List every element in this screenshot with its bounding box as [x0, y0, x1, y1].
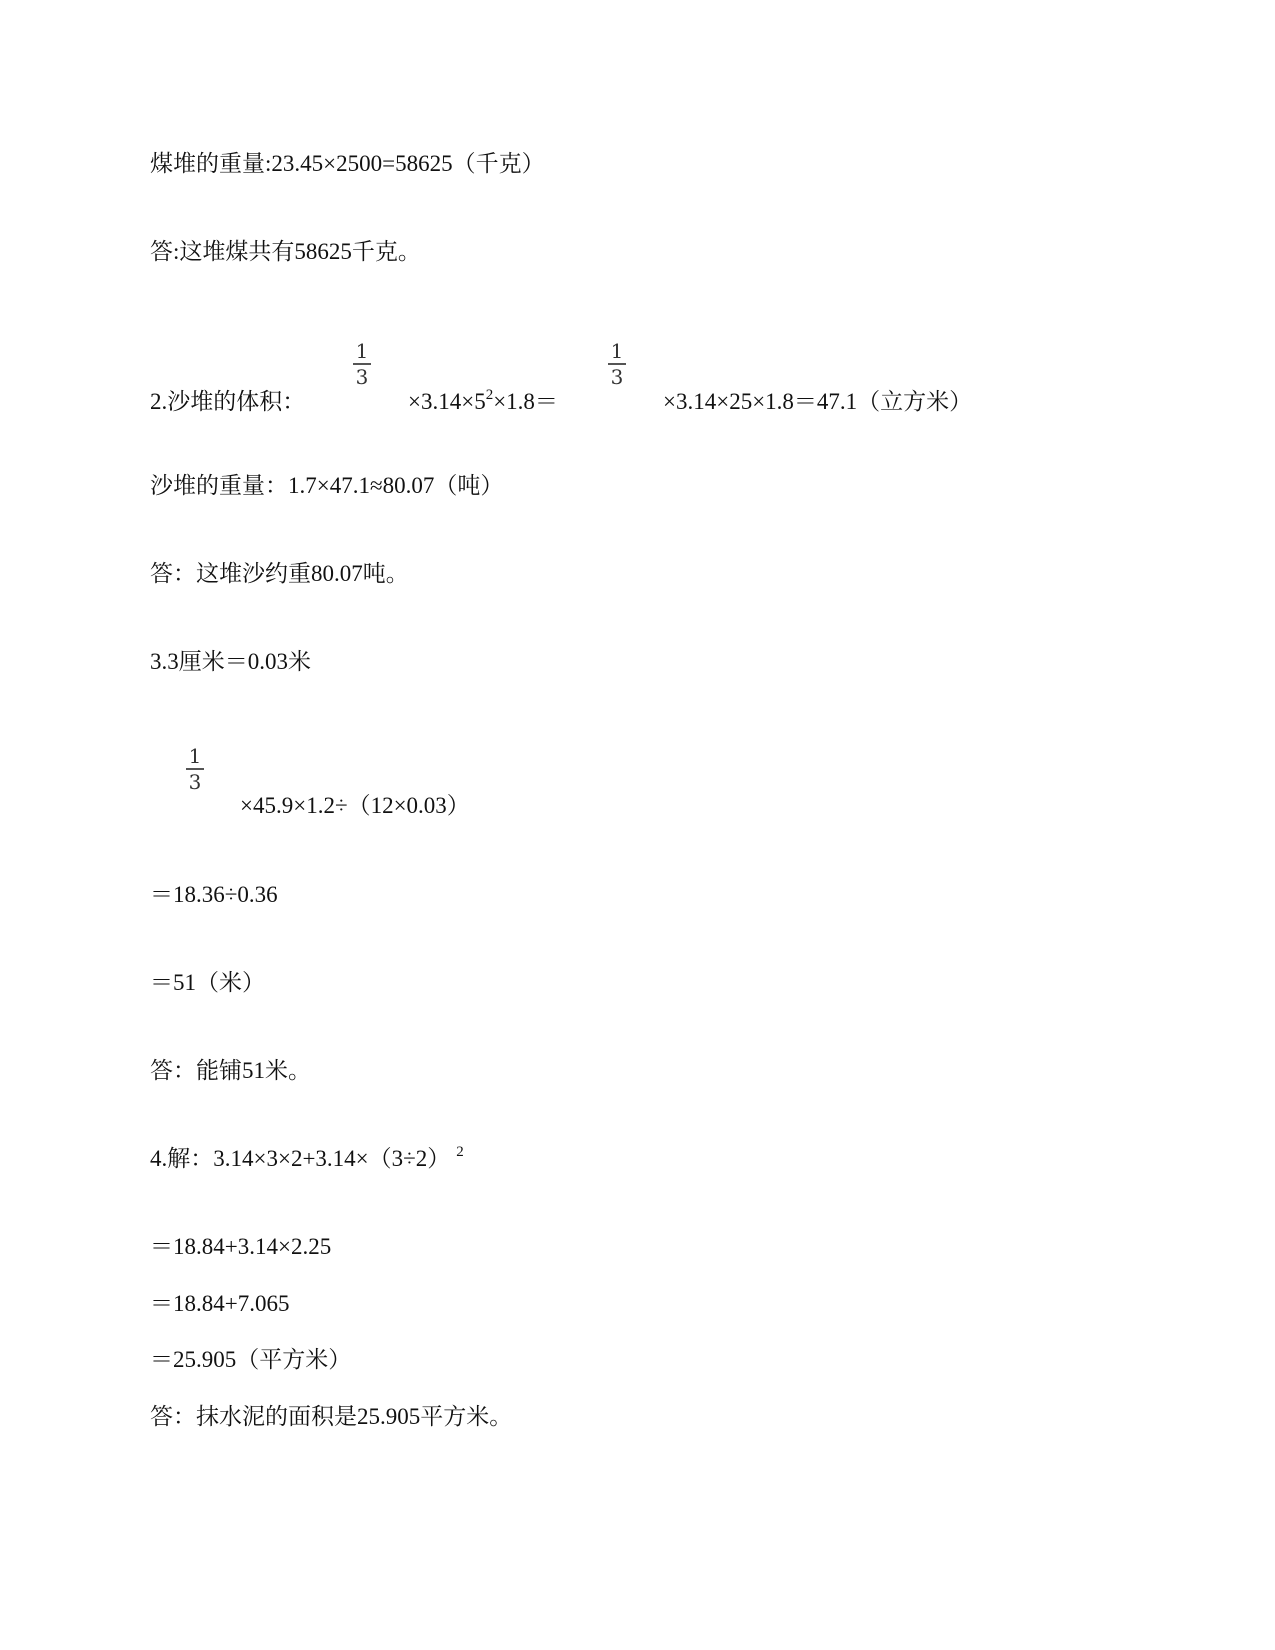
q3-convert-line: 3.3厘米＝0.03米	[150, 649, 311, 674]
q4-expression-line: 4.解：3.14×3×2+3.14×（3÷2） $^2$	[150, 1144, 464, 1171]
q3-answer-line: 答：能铺51米。	[150, 1058, 311, 1083]
coal-weight-line: 煤堆的重量:23.45×2500=58625（千克）	[150, 151, 545, 176]
q4-step-1: ＝18.84+3.14×2.25	[150, 1234, 332, 1259]
fraction-one-third: 1 3	[184, 745, 206, 793]
fraction-one-third: 1 3	[351, 340, 373, 388]
sand-answer-line: 答：这堆沙约重80.07吨。	[150, 561, 409, 586]
fraction-one-third: 1 3	[606, 340, 628, 388]
sand-volume-expression-1: $\times 3.14\times 5^2\times 1.8=$	[408, 387, 558, 414]
sand-weight-line: 沙堆的重量：1.7×47.1≈80.07（吨）	[150, 473, 504, 498]
q3-step-2: ＝51（米）	[150, 970, 265, 995]
q3-step-1: ＝18.36÷0.36	[150, 882, 278, 907]
coal-answer-line: 答:这堆煤共有58625千克。	[150, 239, 421, 264]
sand-volume-expression-2: ×3.14×25×1.8＝47.1（立方米）	[663, 389, 973, 414]
sand-volume-label: 2.沙堆的体积：	[150, 389, 306, 414]
q4-step-2: ＝18.84+7.065	[150, 1291, 290, 1316]
q3-expression: ×45.9×1.2÷（12×0.03）	[240, 793, 470, 818]
q4-answer-line: 答：抹水泥的面积是25.905平方米。	[150, 1404, 513, 1429]
q4-step-3: ＝25.905（平方米）	[150, 1347, 352, 1372]
